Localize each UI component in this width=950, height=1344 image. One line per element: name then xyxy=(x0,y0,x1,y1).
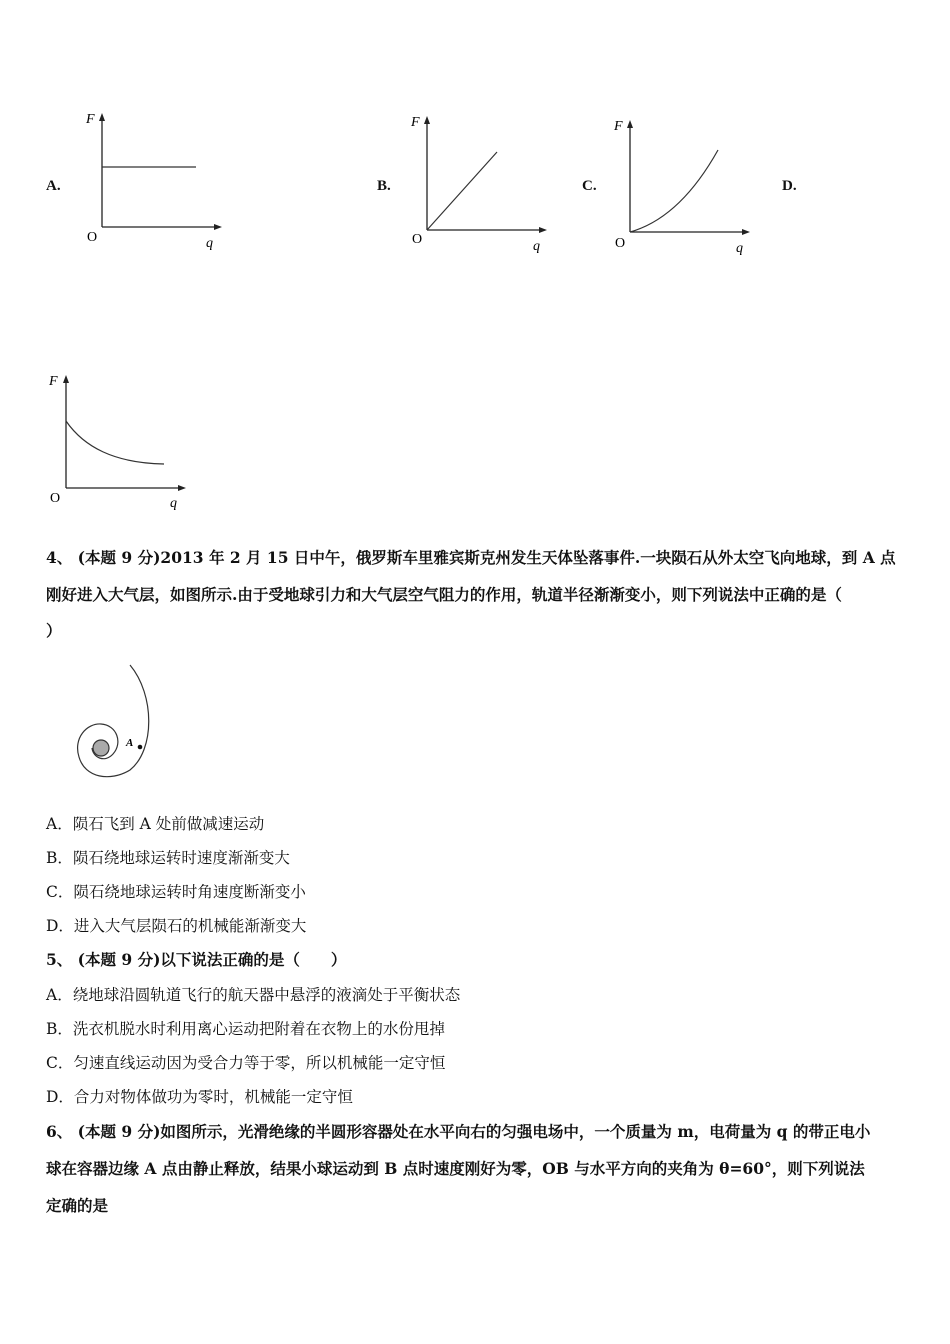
q4-stem-line1: 4、 (本题 9 分)2013 年 2 月 15 日中午，俄罗斯车里雅宾斯克州发生天体坠落事件.一块陨石从外太空飞向地球，到 A 点 xyxy=(46,548,896,567)
point-a-label: A xyxy=(126,737,134,749)
graph-b-origin: O xyxy=(412,232,423,247)
graph-c xyxy=(610,110,760,260)
graph-c-y-label: F xyxy=(614,119,623,134)
q4-option-c: C．陨石绕地球运转时角速度断渐变小 xyxy=(46,883,306,901)
q5-option-c: C．匀速直线运动因为受合力等于零，所以机械能一定守恒 xyxy=(46,1054,446,1072)
option-d-label: D. xyxy=(782,178,797,194)
graph-b-x-label: q xyxy=(533,239,540,254)
graph-d-x-label: q xyxy=(170,496,177,511)
graph-d-curve xyxy=(66,421,164,464)
orbit-path xyxy=(78,665,149,777)
option-b-label: B. xyxy=(377,178,391,194)
graph-c-origin: O xyxy=(615,236,626,251)
graph-a-y-label: F xyxy=(86,112,95,127)
graph-d xyxy=(44,367,204,517)
graph-b-y-label: F xyxy=(411,115,420,130)
q6-stem-line3: 定确的是 xyxy=(46,1196,109,1215)
q4-option-b: B．陨石绕地球运转时速度渐渐变大 xyxy=(46,849,290,867)
q4-option-a: A．陨石飞到 A 处前做减速运动 xyxy=(46,815,265,833)
option-a-label: A. xyxy=(46,178,61,194)
q5-option-a: A．绕地球沿圆轨道飞行的航天器中悬浮的液滴处于平衡状态 xyxy=(46,986,461,1004)
q4-stem-line2: 刚好进入大气层，如图所示.由于受地球引力和大气层空气阻力的作用，轨道半径渐渐变小，则下列说法中正确的是（ xyxy=(46,585,842,604)
graph-a-x-label: q xyxy=(206,236,213,251)
graph-c-x-label: q xyxy=(736,241,743,256)
earth-circle xyxy=(93,740,109,756)
graph-a xyxy=(80,105,230,255)
graph-a-origin: O xyxy=(87,230,98,245)
graph-d-origin: O xyxy=(50,491,61,506)
option-c-label: C. xyxy=(582,178,597,194)
q6-stem-line2: 球在容器边缘 A 点由静止释放，结果小球运动到 B 点时速度刚好为零，OB 与水平方向的夹角为 θ=60°，则下列说法 xyxy=(46,1159,865,1178)
q6-stem-line1: 6、 (本题 9 分)如图所示，光滑绝缘的半圆形容器处在水平向右的匀强电场中，一个质量为 m，电荷量为 q 的带正电小 xyxy=(46,1122,871,1141)
graph-b-curve xyxy=(427,152,497,230)
meteor-orbit-figure xyxy=(70,660,170,785)
graph-d-y-label: F xyxy=(49,374,58,389)
q5-option-b: B．洗衣机脱水时利用离心运动把附着在衣物上的水份甩掉 xyxy=(46,1020,445,1038)
q4-option-d: D．进入大气层陨石的机械能渐渐变大 xyxy=(46,917,307,935)
q4-stem-line3: ） xyxy=(46,621,62,640)
graph-c-curve xyxy=(630,150,718,232)
graph-b xyxy=(405,108,555,258)
q5-stem: 5、 (本题 9 分)以下说法正确的是（ ） xyxy=(46,950,347,969)
q5-option-d: D．合力对物体做功为零时，机械能一定守恒 xyxy=(46,1088,353,1106)
point-a-marker xyxy=(138,745,143,750)
